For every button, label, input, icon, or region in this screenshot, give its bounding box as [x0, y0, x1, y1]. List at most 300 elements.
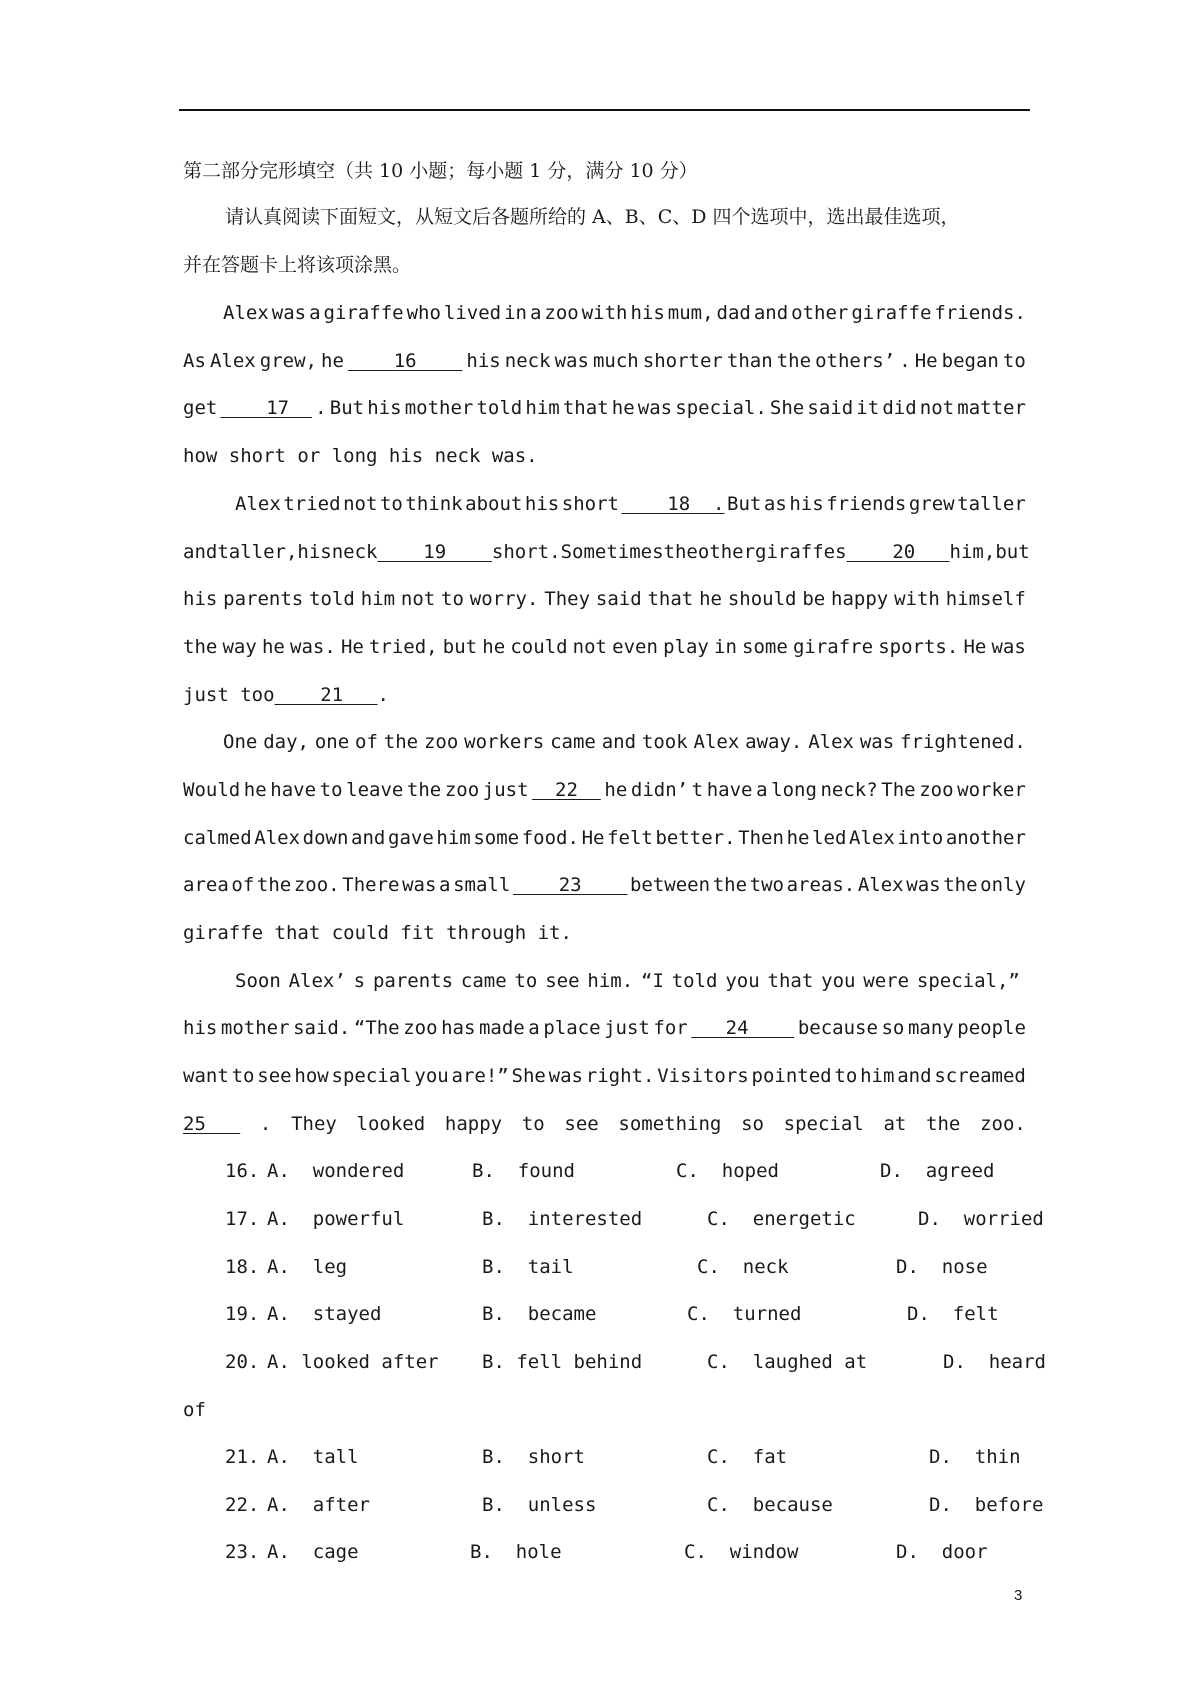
passage-word: some [473, 827, 520, 849]
passage-word: not [572, 636, 607, 658]
passage-word: was [859, 731, 895, 753]
passage-word: the [776, 350, 812, 372]
passage-word: than [726, 350, 773, 372]
passage-word: with [894, 588, 940, 610]
passage-word: lived [443, 302, 502, 324]
passage-word: food. [521, 827, 579, 849]
passage-word: for [653, 1017, 688, 1039]
passage-word: as [763, 493, 787, 515]
passage-word: the [926, 1113, 961, 1135]
passage-word: The [881, 779, 916, 801]
passage-line [223, 729, 1026, 755]
passage-word: sports. [878, 636, 959, 658]
passage-word: zoo [423, 731, 459, 753]
question-number: 21. [225, 1446, 260, 1468]
passage-word: Alex [209, 350, 256, 372]
passage-word: pointed [751, 1065, 832, 1087]
passage-word: have [706, 779, 753, 801]
option-b[interactable]: B. found [472, 1160, 575, 1182]
passage-word: with [581, 302, 628, 324]
blank-18: 18 . [667, 493, 725, 515]
question-row [225, 1539, 1025, 1565]
passage-word: are!” [451, 1065, 509, 1087]
passage-word: He [963, 636, 987, 658]
passage-word: his [630, 302, 665, 324]
passage-word: came [550, 731, 596, 753]
passage-word: zoo. [980, 1113, 1026, 1135]
passage-word: to [514, 970, 538, 992]
option-a[interactable]: A. after [267, 1494, 370, 1516]
passage-word: to [379, 493, 403, 515]
passage-word: area [183, 874, 229, 896]
option-a[interactable]: A. stayed [267, 1303, 382, 1325]
section-heading: 第二部分完形填空（共 10 小题；每小题 1 分，满分 10 分） [183, 160, 698, 182]
passage-word: play [663, 636, 709, 658]
passage-word: some [742, 636, 788, 658]
passage-word: a [756, 779, 768, 801]
passage-word: the [943, 874, 978, 896]
passage-word: away. [745, 731, 803, 753]
question-row [225, 1254, 1025, 1280]
passage-word: at [883, 1113, 907, 1135]
passage-word: . [899, 350, 911, 372]
question-row [225, 1444, 1025, 1470]
passage-word: said [595, 588, 642, 610]
passage-word: . [315, 397, 327, 419]
passage-line [183, 586, 1026, 612]
passage-word: didn’ [630, 779, 689, 801]
passage-word: small [453, 874, 511, 896]
passage-word: better. [655, 827, 736, 849]
passage-word: about [465, 493, 523, 515]
passage-word: They [544, 588, 591, 610]
passage-word: . [259, 1113, 272, 1135]
passage-word: Alex [223, 302, 269, 324]
passage-word: special [331, 1065, 412, 1087]
option-a[interactable]: A. wondered [267, 1160, 405, 1182]
passage-word: who [406, 302, 441, 324]
option-b[interactable]: B. unless [482, 1494, 597, 1516]
passage-word: people [957, 1017, 1026, 1039]
passage-word: he [243, 779, 267, 801]
passage-word: Alex [857, 874, 904, 896]
question-number: 16. [225, 1160, 260, 1182]
passage-line [183, 1063, 1026, 1089]
passage-word: special [783, 1113, 864, 1135]
passage-word: was [271, 302, 307, 324]
passage-word: a [309, 302, 321, 324]
passage-line [235, 968, 1020, 994]
passage-word: himself [945, 588, 1026, 610]
passage-word: giraffe [323, 302, 404, 324]
passage-line [183, 682, 389, 708]
question-number: 22. [225, 1494, 260, 1516]
passage-word: was [548, 1065, 583, 1087]
passage-word: He [581, 827, 605, 849]
option-c[interactable]: C. because [707, 1494, 833, 1516]
passage-word: how [294, 1065, 329, 1087]
passage-word: that [562, 397, 609, 419]
passage-word: leave [346, 779, 404, 801]
question-number: 18. [225, 1256, 260, 1278]
passage-word: did [882, 397, 917, 419]
passage-word: tried, [368, 636, 438, 658]
option-b[interactable]: B. hole [470, 1541, 562, 1563]
passage-word: between [629, 874, 711, 896]
passage-word: began [941, 350, 999, 372]
passage-line [183, 634, 1026, 660]
option-a[interactable]: A. looked after [267, 1351, 439, 1373]
header-rule [179, 109, 1030, 111]
passage-word: She [511, 1065, 546, 1087]
passage-word: told [476, 397, 523, 419]
passage-word: him [525, 397, 560, 419]
passage-word: to [319, 779, 343, 801]
option-c[interactable]: C. window [684, 1541, 799, 1563]
passage-word: that [767, 970, 814, 992]
option-b[interactable]: B. fell behind [482, 1351, 643, 1373]
blank-17: 17 [266, 397, 290, 419]
passage-word: a [528, 1017, 540, 1039]
option-d[interactable]: D. door [896, 1541, 988, 1563]
passage-word: grew [908, 493, 955, 515]
option-b[interactable]: B. short [482, 1446, 585, 1468]
passage-word: day, [263, 731, 309, 753]
passage-word: him, [949, 541, 996, 563]
passage-line [183, 1111, 1026, 1137]
passage-word: parents [372, 970, 454, 992]
passage-word: to [521, 1113, 545, 1135]
passage-word: zoo [403, 1017, 438, 1039]
passage-line [183, 825, 1026, 851]
passage-line [183, 348, 1026, 374]
passage-word: told [309, 588, 355, 610]
blank-22: 22 [555, 779, 578, 801]
passage-word: even [612, 636, 658, 658]
passage-word: was [402, 874, 437, 896]
option-a[interactable]: A. tall [267, 1446, 359, 1468]
passage-word: friends [826, 493, 907, 515]
passage-word: zoo [544, 302, 579, 324]
passage-line: how short or long his neck was. [183, 445, 538, 467]
passage-word: two [749, 874, 784, 896]
passage-word: his [297, 541, 332, 563]
passage-word: and [351, 827, 386, 849]
passage-word: As [183, 350, 206, 372]
passage-word: to [1002, 350, 1026, 372]
question-row [225, 1301, 1025, 1327]
passage-word: not [919, 397, 955, 419]
passage-line [183, 777, 1026, 803]
passage-word: something [618, 1113, 722, 1135]
passage-word: in [504, 302, 527, 324]
question-number: 19. [225, 1303, 260, 1325]
passage-word: giraffe [851, 302, 932, 324]
passage-word: led [812, 827, 847, 849]
passage-word: friends. [934, 302, 1026, 324]
passage-word: of [231, 874, 255, 896]
passage-line [183, 539, 1030, 565]
passage-word: happy [831, 588, 889, 610]
passage-word: his [524, 493, 560, 515]
passage-line [183, 395, 1026, 421]
passage-word: be [802, 588, 826, 610]
passage-word: were [863, 970, 910, 992]
option-c[interactable]: C. fat [707, 1446, 788, 1468]
passage-word: the [663, 541, 698, 563]
blank-24: 24 [725, 1017, 749, 1039]
passage-word: but [442, 636, 478, 658]
passage-word: because [797, 1017, 878, 1039]
passage-word: see [545, 970, 580, 992]
option-d[interactable]: D. heard [943, 1351, 1046, 1373]
passage-word: right. [585, 1065, 655, 1087]
passage-word: One [223, 731, 258, 753]
passage-word: he [604, 779, 628, 801]
passage-word: Visitors [657, 1065, 749, 1087]
passage-word: he [321, 350, 344, 372]
passage-word: Alex [808, 731, 854, 753]
passage-word: special. [675, 397, 767, 419]
passage-word: another [945, 827, 1026, 849]
passage-word: frightened. [900, 731, 1026, 753]
passage-word: Then [738, 827, 784, 849]
passage-word: was [906, 874, 941, 896]
instruction-line-2: 并在答题卡上将该项涂黑。 [183, 254, 412, 276]
passage-word: the [406, 779, 442, 801]
passage-word: his [789, 493, 824, 515]
option-c[interactable]: C. neck [697, 1256, 789, 1278]
passage-word: only [980, 874, 1026, 896]
option-c[interactable]: C. energetic [707, 1208, 856, 1230]
passage-word: They [291, 1113, 337, 1135]
passage-word: was [991, 636, 1026, 658]
passage-word: see [257, 1065, 292, 1087]
passage-line [183, 1015, 1026, 1041]
passage-word: Sometimes [560, 541, 664, 563]
passage-word: looked [356, 1113, 426, 1135]
passage-line [235, 491, 1026, 517]
passage-word: workers [464, 731, 545, 753]
option-c[interactable]: C. turned [687, 1303, 802, 1325]
passage-word: areas. [786, 874, 856, 896]
passage-word: should [727, 588, 797, 610]
passage-word: worker [957, 779, 1026, 801]
option-a[interactable]: A. powerful [267, 1208, 405, 1230]
option-a[interactable]: A. leg [267, 1256, 348, 1278]
passage-word: him. [587, 970, 634, 992]
passage-word: see [564, 1113, 599, 1135]
passage-word: was [637, 397, 673, 419]
blank-21: 21 [320, 684, 344, 706]
passage-word: him [436, 827, 471, 849]
passage-word: took [641, 731, 688, 753]
passage-word: have [270, 779, 317, 801]
question-row [225, 1206, 1044, 1232]
passage-word: special,” [916, 970, 1020, 992]
passage-word: calmed [183, 827, 252, 849]
passage-word: he [786, 827, 810, 849]
passage-word: But [727, 493, 762, 515]
passage-word: worry. [469, 588, 539, 610]
passage-word: matter [957, 397, 1026, 419]
passage-word: not [343, 493, 378, 515]
passage-word: “I [641, 970, 664, 992]
passage-word: so [741, 1113, 764, 1135]
passage-word: just [604, 1017, 650, 1039]
passage-word: mother [220, 1017, 290, 1039]
passage-word: a [529, 302, 542, 324]
option-d[interactable]: D. before [929, 1494, 1044, 1516]
passage-word: Would [183, 779, 241, 801]
passage-word: of [355, 731, 378, 753]
passage-word: screamed [934, 1065, 1026, 1087]
passage-word: zoo [919, 779, 954, 801]
passage-word: it [856, 397, 880, 419]
passage-word: get [183, 397, 218, 419]
passage-word: into [897, 827, 944, 849]
passage-word: he [482, 636, 506, 658]
option-wrap-text: of [183, 1399, 206, 1421]
passage-word: Alex [235, 493, 281, 515]
passage-word: s [353, 970, 366, 992]
passage-word: taller [957, 493, 1026, 515]
passage-word: Soon [235, 970, 281, 992]
option-b[interactable]: B. tail [482, 1256, 574, 1278]
passage-line [183, 872, 1026, 898]
option-c[interactable]: C. hoped [676, 1160, 779, 1182]
passage-word: giraffes [755, 541, 847, 563]
passage-word: you [414, 1065, 449, 1087]
option-d[interactable]: D. felt [907, 1303, 999, 1325]
passage-word: neck [331, 541, 378, 563]
passage-word: dad [716, 302, 751, 324]
passage-word: zoo [444, 779, 480, 801]
passage-word: that [647, 588, 694, 610]
passage-word: and [897, 1065, 932, 1087]
passage-word: taller, [217, 541, 298, 563]
passage-word: one [314, 731, 350, 753]
passage-word: he [699, 588, 722, 610]
passage-word: Alex’ [288, 970, 346, 992]
passage-word: could [510, 636, 568, 658]
passage-word: grew, [259, 350, 317, 372]
passage-word: place [543, 1017, 601, 1039]
passage-word: was. [290, 636, 336, 658]
passage-word: the [383, 731, 419, 753]
passage-word: Alex [849, 827, 895, 849]
passage-word: the [183, 636, 218, 658]
passage-word: tried [283, 493, 341, 515]
blank-23: 23 [558, 874, 582, 896]
passage-word: many [907, 1017, 954, 1039]
passage-word: zoo. [293, 874, 340, 896]
option-d[interactable]: D. worried [918, 1208, 1044, 1230]
passage-word: his [466, 350, 501, 372]
passage-word: But [329, 397, 365, 419]
option-b[interactable]: B. interested [482, 1208, 643, 1230]
passage-word: to [231, 1065, 255, 1087]
option-d[interactable]: D. nose [896, 1256, 988, 1278]
passage-word: you [725, 970, 760, 992]
passage-word: his [367, 397, 402, 419]
passage-line [223, 300, 1026, 326]
passage-word: others’ [815, 350, 896, 372]
passage-word: neck? [820, 779, 878, 801]
passage-word: She [769, 397, 805, 419]
passage-word: you [821, 970, 856, 992]
question-row [225, 1492, 1044, 1518]
passage-word: and [753, 302, 789, 324]
instruction-line-1: 请认真阅读下面短文，从短文后各题所给的 A、B、C、D 四个选项中，选出最佳选项， [225, 206, 960, 228]
passage-word: his [183, 1017, 218, 1039]
question-row [225, 1349, 1046, 1375]
passage-word: and [601, 731, 637, 753]
passage-text: just too [183, 684, 275, 706]
passage-word: made [478, 1017, 525, 1039]
option-a[interactable]: A. cage [267, 1541, 359, 1563]
passage-word: a [439, 874, 451, 896]
option-c[interactable]: C. laughed at [707, 1351, 868, 1373]
passage-word: other [791, 302, 849, 324]
passage-word: to [834, 1065, 858, 1087]
passage-word: short. [491, 541, 561, 563]
passage-word: but [995, 541, 1030, 563]
passage-word: said [807, 397, 854, 419]
passage-word: felt [607, 827, 653, 849]
passage-word: gave [388, 827, 434, 849]
option-b[interactable]: B. became [482, 1303, 597, 1325]
passage-word: his [183, 588, 218, 610]
option-d[interactable]: D. thin [929, 1446, 1021, 1468]
question-row [225, 1158, 1025, 1184]
passage-word: “The [353, 1017, 400, 1039]
passage-word: Alex [254, 827, 301, 849]
passage-word: not [400, 588, 436, 610]
passage-word: long [771, 779, 817, 801]
passage-line: giraffe that could fit through it. [183, 922, 572, 944]
passage-word: came [460, 970, 507, 992]
passage-word: he [261, 636, 285, 658]
page-number: 3 [1014, 1587, 1023, 1604]
question-number: 20. [225, 1351, 260, 1373]
passage-word: t [691, 779, 704, 801]
option-d[interactable]: D. agreed [880, 1160, 995, 1182]
blank-20: 20 [892, 541, 916, 563]
passage-word: him [360, 588, 396, 610]
passage-word: much [592, 350, 639, 372]
question-number: 17. [225, 1208, 260, 1230]
passage-word: girafre [792, 636, 874, 658]
blank-19: 19 [423, 541, 447, 563]
passage-word: Alex [693, 731, 740, 753]
blank-16: 16 [393, 350, 417, 372]
passage-word: He [914, 350, 938, 372]
passage-word: shorter [642, 350, 723, 372]
passage-word: told [671, 970, 718, 992]
passage-word: way [222, 636, 257, 658]
passage-word: he [611, 397, 635, 419]
passage-text: . [377, 684, 389, 706]
passage-word: happy [444, 1113, 503, 1135]
blank-25: 25 [183, 1113, 206, 1135]
passage-word: so [881, 1017, 905, 1039]
passage-word: to [441, 588, 464, 610]
passage-word: want [183, 1065, 229, 1087]
passage-word: other [697, 541, 756, 563]
passage-word: mum, [667, 302, 714, 324]
passage-word: short [561, 493, 619, 515]
